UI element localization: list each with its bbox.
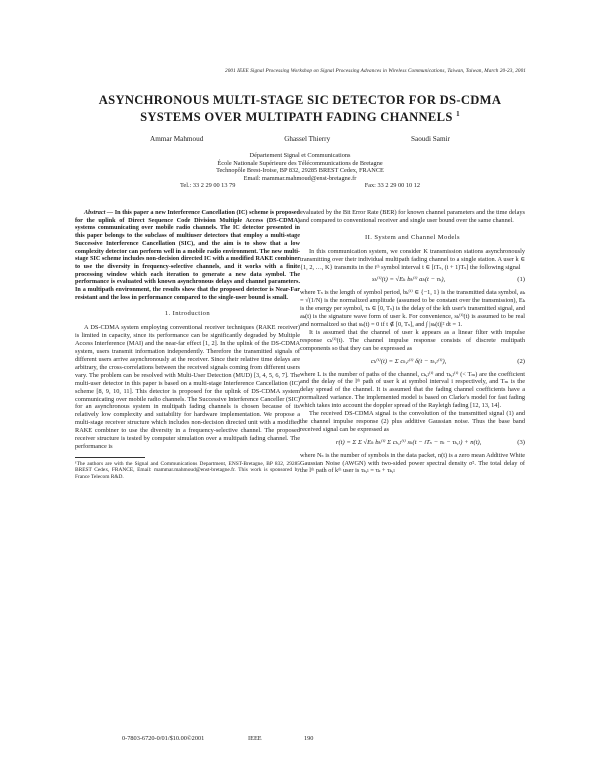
title-line-2-text: SYSTEMS OVER MULTIPATH FADING CHANNELS — [140, 110, 453, 125]
footnote-divider — [75, 457, 145, 458]
section-2-heading: II. System and Channel Models — [365, 233, 460, 241]
equation-1 — [300, 276, 525, 284]
section-2-paragraph-5: The received DS-CDMA signal is the convolution of the transmitted signal (1) and the channel impulse response (2) plus additive Gaussian noise. Thus the base band received signal can be expressed as — [300, 410, 525, 433]
affiliation-address: Technopôle Brest-Iroise, BP 832, 29285 BREST Cedex, FRANCE — [216, 167, 384, 175]
abstract-label: Abstract — — [84, 209, 114, 216]
equation-1-number: (1) — [517, 276, 525, 284]
equation-2-body: cₖ⁽ⁱ⁾(t) = Σ cₖ,ₗ⁽ⁱ⁾ δ(t − τₖ,ₗ⁽ⁱ⁾), — [370, 357, 447, 365]
section-2-paragraph-4: where L is the number of paths of the channel, cₖ,ₗ⁽ⁱ⁾ and τₖ,ₗ⁽ⁱ⁾ (< Tₘ) are the coefficient and the delay of the lᵗʰ path of user k at symbol interval i respectively, and Tₘ is the delay spread of the channel. It is assumed that the fading channel coefficients have a normalized variance. The implemented model is based on Clarke's model for fast fading which takes into account the doppler spread of the Rayleigh fading [12, 13, 14]. — [300, 370, 525, 410]
section-2-paragraph-1: In this communication system, we consider K transmission stations asynchronously transmitting over their individual multipath fading channel to a single station. A user k ∈ {1, 2, …, K} transmits in the iᵗʰ symbol interval t ∈ [iTₛ, (i + 1)Tₛ] the following signal — [300, 247, 525, 271]
equation-3-body: r(t) = Σ Σ √Eₖ bₖ⁽ⁱ⁾ Σ cₖ,ₗ⁽ⁱ⁾ sₖ(t − iTₛ − τₖ − τₖ,ₗ) + n(t), — [335, 438, 482, 446]
equation-1-body: sₖ⁽ⁱ⁾(t) = √Eₖ bₖ⁽ⁱ⁾ aₖ(t − τₖ), — [372, 276, 446, 284]
publisher-mark: IEEE — [248, 735, 262, 742]
equation-3 — [300, 439, 525, 447]
section-2-paragraph-6: where Nₛ is the number of symbols in the data packet, n(t) is a zero mean Additive White Gaussian Noise (AWGN) with two-sided power spectral density σ². The total delay of the lᵗʰ path of kᵗʰ user is τₖ,ₗ = τₖ + τₖ,ₗ — [300, 451, 525, 475]
author-2: Ghassel Thierry — [284, 135, 331, 143]
section-1-body: A DS-CDMA system employing conventional receiver techniques (RAKE receiver) is limited in capacity, since its performance can be significantly degraded by Multiple Access Interference (MAI) and the near-far effect [1, 2]. In the uplink of the DS-CDMA system, users transmit information independently. Therefore the transmitted signals of different users arrive asynchronously at the receiver. Since their relative time delays are arbitrary, the cross-correlations between the received signals coming from different users vary. The problem can be resolved with Multi-User Detection (MUD) [3, 4, 5, 6, 7]. The multi-user detector in this paper is based on a multi-stage Interference Cancellation (IC) scheme [8, 9, 10, 11]. This detector is proposed for the uplink of DS-CDMA system communicating over mobile radio channels. The Successive Interference Canceller (SIC) for an asynchronous system in multipath fading channels is chosen because of its relatively low complexity and suitability for hardware implementation. We propose a multi-stage receiver structure which includes non-decision directed unit with a modified RAKE combiner to use the diversity in a frequency-selective channel. The proposed receiver structure is tested by computer simulation over a multipath fading channel. The performance is — [75, 324, 300, 450]
affiliation-tel: Tel.: 33 2 29 00 13 79 — [180, 182, 236, 190]
footnote: ¹The authors are with the Signal and Communications Department, ENST-Bretagne, BP 832, 29285 BREST Cedex, FRANCE, Email: mammar.mahmoud@enst-bretagne.fr. This work is sponsored by France Telecom R&D. — [75, 460, 300, 480]
author-1: Ammar Mahmoud — [150, 135, 204, 143]
contact-row — [150, 182, 450, 190]
isbn-line: 0-7803-6720-0/01/$10.00©2001 — [122, 735, 205, 742]
left-column — [75, 209, 300, 480]
affiliation-fax: Fax: 33 2 29 00 10 12 — [364, 182, 420, 190]
equation-2 — [300, 358, 525, 366]
conference-header: 2001 IEEE Signal Processing Workshop on Signal Processing Advances in Wireless Communications, Taiwan, Taiwan, March 20-23, 2001 — [225, 68, 526, 74]
paper-title — [50, 93, 550, 124]
equation-3-number: (3) — [517, 438, 525, 446]
title-line-2 — [50, 107, 550, 124]
affiliation-school: École Nationale Supérieure des Télécommunications de Bretagne — [217, 159, 383, 167]
equation-2-number: (2) — [517, 357, 525, 365]
page-number: 190 — [304, 735, 314, 742]
right-column — [300, 209, 525, 475]
abstract-text: In this paper a new Interference Cancellation (IC) scheme is proposed for the uplink of Direct Sequence Code Division Multiple Access (DS-CDMA) systems communicating over mobile radio channels. The IC detector presented in this paper belongs to the subclass of multiuser detectors that employ a multi-stage Successive Interference Cancellation (SIC), and the aim is to show that a low complexity detector can perform well in a mobile radio environment. The new multi-stage SIC scheme includes non-decision directed IC with a modified RAKE combiner to use the diversity in frequency-selective channels, and it works with a finite processing window which each iteration to generate a new data symbol. The performance is evaluated with known asynchronous delays and channel parameters. In a multipath environment, the results show that the proposed detector is Near-Far resistant and the loss in performance compared to the single-user bound is small. — [75, 209, 300, 301]
title-line-1: ASYNCHRONOUS MULTI-STAGE SIC DETECTOR FOR DS-CDMA — [98, 93, 502, 107]
intro-continuation: evaluated by the Bit Error Rate (BER) for known channel parameters and the time delays and compared to conventional receiver and single user bound over the same channel. — [300, 209, 525, 224]
section-2-paragraph-3: It is assumed that the channel of user k appears as a linear filter with impulse response cₖ⁽ⁱ⁾(t). The channel impulse response consists of discrete multipath components so that they can be expressed as — [300, 328, 525, 352]
author-list — [150, 135, 450, 143]
title-footnote-mark: 1 — [456, 110, 460, 118]
section-2-paragraph-2: where Tₛ is the length of symbol period, bₖ⁽ⁱ⁾ ∈ {−1, 1} is the transmitted data symbol, aₖ = √(1/N) is the normalized amplitude (assumed to be constant over the transmission), Eₖ is the energy per symbol, τₖ ∈ [0, Tₛ) is the delay of the kth user's transmitted signal, and aₖ(t) is the signature wave form of user k. For convenience, sₖ⁽ⁱ⁾(t) is assumed to be real and normalized so that sₖ(t) = 0 if t ∉ [0, Tₛ], and ∫ |sₖ(t)|² dt = 1. — [300, 289, 525, 328]
affiliation-email: Email: mammar.mahmoud@enst-bretagne.fr — [243, 174, 357, 182]
abstract — [75, 209, 300, 301]
affiliation-dept: Département Signal et Communications — [249, 152, 351, 159]
affiliation-block — [150, 152, 450, 190]
author-3: Saoudi Samir — [411, 135, 450, 143]
section-1-heading: 1. Introduction — [164, 310, 211, 318]
